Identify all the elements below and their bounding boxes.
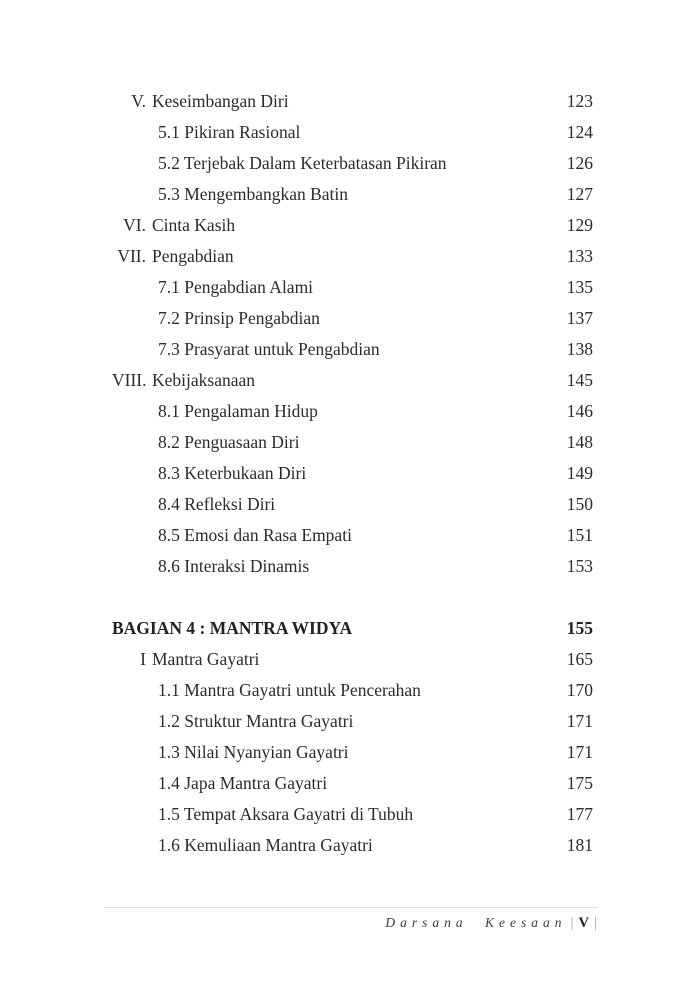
footer-divider	[104, 907, 598, 908]
page-number: 149	[566, 463, 593, 483]
page-number: 181	[566, 835, 593, 855]
subsection-title: 7.3 Prasyarat untuk Pengabdian	[158, 339, 380, 359]
toc-entry	[112, 644, 259, 675]
page-number: 171	[566, 711, 593, 731]
toc-row-subsection	[112, 396, 593, 427]
page-number: 146	[566, 401, 593, 421]
subsection-title: 5.3 Mengembangkan Batin	[158, 184, 349, 204]
chapter-title: Pengabdian	[152, 246, 234, 266]
toc-row-subsection	[112, 737, 593, 768]
chapter-title: Kebijaksanaan	[152, 370, 256, 390]
chapter-title: Mantra Gayatri	[152, 649, 260, 669]
subsection-title: 8.1 Pengalaman Hidup	[158, 401, 318, 421]
toc-row-subsection	[112, 303, 593, 334]
chapter-numeral: V.	[131, 91, 146, 111]
subsection-title: 1.5 Tempat Aksara Gayatri di Tubuh	[158, 804, 414, 824]
toc-row-subsection	[112, 675, 593, 706]
toc-entry	[112, 489, 275, 520]
page-number: 133	[566, 246, 593, 266]
page-number: 151	[566, 525, 593, 545]
page-number: 127	[566, 184, 593, 204]
toc-row-chapter	[112, 86, 593, 117]
toc-row-chapter	[112, 241, 593, 272]
subsection-title: 1.6 Kemuliaan Mantra Gayatri	[158, 835, 373, 855]
subsection-title: 8.4 Refleksi Diri	[158, 494, 276, 514]
subsection-title: 8.2 Penguasaan Diri	[158, 432, 300, 452]
toc-entry	[112, 365, 255, 396]
toc-row-subsection	[112, 830, 593, 861]
subsection-title: 8.3 Keterbukaan Diri	[158, 463, 307, 483]
toc-entry	[112, 458, 306, 489]
toc-row-part-heading	[112, 613, 593, 644]
toc-entry	[112, 706, 353, 737]
page-number: 124	[566, 122, 593, 142]
page-number: 171	[566, 742, 593, 762]
subsection-title: 8.6 Interaksi Dinamis	[158, 556, 310, 576]
toc-row-subsection	[112, 768, 593, 799]
toc-entry	[112, 303, 320, 334]
footer-book-title: Darsana Keesaan	[385, 915, 567, 930]
toc-entry	[112, 675, 421, 706]
page-number: 129	[566, 215, 593, 235]
subsection-title: 7.2 Prinsip Pengabdian	[158, 308, 320, 328]
subsection-title: 5.1 Pikiran Rasional	[158, 122, 301, 142]
page-number: 170	[566, 680, 593, 700]
toc-entry	[112, 427, 299, 458]
toc-row-chapter	[112, 644, 593, 675]
toc-row-subsection	[112, 520, 593, 551]
page-number: 177	[566, 804, 593, 824]
part-title: BAGIAN 4 : MANTRA WIDYA	[112, 618, 353, 638]
toc-entry	[112, 117, 300, 148]
subsection-title: 1.1 Mantra Gayatri untuk Pencerahan	[158, 680, 421, 700]
toc-spacer	[112, 582, 593, 613]
subsection-title: 8.5 Emosi dan Rasa Empati	[158, 525, 352, 545]
table-of-contents	[112, 86, 593, 861]
page-number: 135	[566, 277, 593, 297]
chapter-title: Keseimbangan Diri	[152, 91, 289, 111]
page-number: 137	[566, 308, 593, 328]
toc-entry	[112, 334, 380, 365]
toc-entry	[112, 179, 348, 210]
toc-entry	[112, 520, 352, 551]
toc-entry	[112, 148, 447, 179]
toc-row-subsection	[112, 334, 593, 365]
subsection-title: 7.1 Pengabdian Alami	[158, 277, 314, 297]
subsection-title: 1.4 Japa Mantra Gayatri	[158, 773, 328, 793]
footer-separator-right: |	[593, 914, 597, 931]
toc-row-subsection	[112, 272, 593, 303]
subsection-title: 5.2 Terjebak Dalam Keterbatasan Pikiran	[158, 153, 447, 173]
subsection-title: 1.3 Nilai Nyanyian Gayatri	[158, 742, 349, 762]
page-number: 153	[566, 556, 593, 576]
chapter-numeral: I	[140, 649, 146, 669]
page-number: 150	[566, 494, 593, 514]
toc-entry	[112, 768, 327, 799]
toc-entry	[112, 210, 235, 241]
chapter-numeral: VII.	[117, 246, 146, 266]
toc-entry	[112, 613, 352, 644]
toc-entry	[112, 396, 318, 427]
toc-entry	[112, 86, 289, 117]
toc-row-subsection	[112, 179, 593, 210]
toc-row-chapter	[112, 365, 593, 396]
toc-row-chapter	[112, 210, 593, 241]
page-number: 126	[566, 153, 593, 173]
toc-row-subsection	[112, 551, 593, 582]
toc-row-subsection	[112, 458, 593, 489]
toc-entry	[112, 830, 373, 861]
toc-entry	[112, 799, 413, 830]
page-number: 145	[566, 370, 593, 390]
chapter-numeral: VIII.	[112, 370, 147, 390]
subsection-title: 1.2 Struktur Mantra Gayatri	[158, 711, 354, 731]
toc-entry	[112, 272, 313, 303]
toc-row-subsection	[112, 489, 593, 520]
toc-row-subsection	[112, 799, 593, 830]
page-number: 148	[566, 432, 593, 452]
toc-row-subsection	[112, 427, 593, 458]
chapter-numeral: VI.	[123, 215, 146, 235]
toc-entry	[112, 737, 349, 768]
page-number: 138	[566, 339, 593, 359]
page-footer	[385, 912, 597, 934]
toc-row-subsection	[112, 706, 593, 737]
page-number: 175	[566, 773, 593, 793]
page-number: 123	[566, 91, 593, 111]
toc-entry	[112, 551, 309, 582]
page-number: 165	[566, 649, 593, 669]
footer-page-number: V	[578, 914, 589, 931]
chapter-title: Cinta Kasih	[152, 215, 236, 235]
toc-row-subsection	[112, 148, 593, 179]
page-number: 155	[566, 618, 593, 638]
toc-row-subsection	[112, 117, 593, 148]
footer-separator-left: |	[570, 914, 574, 931]
toc-entry	[112, 241, 234, 272]
